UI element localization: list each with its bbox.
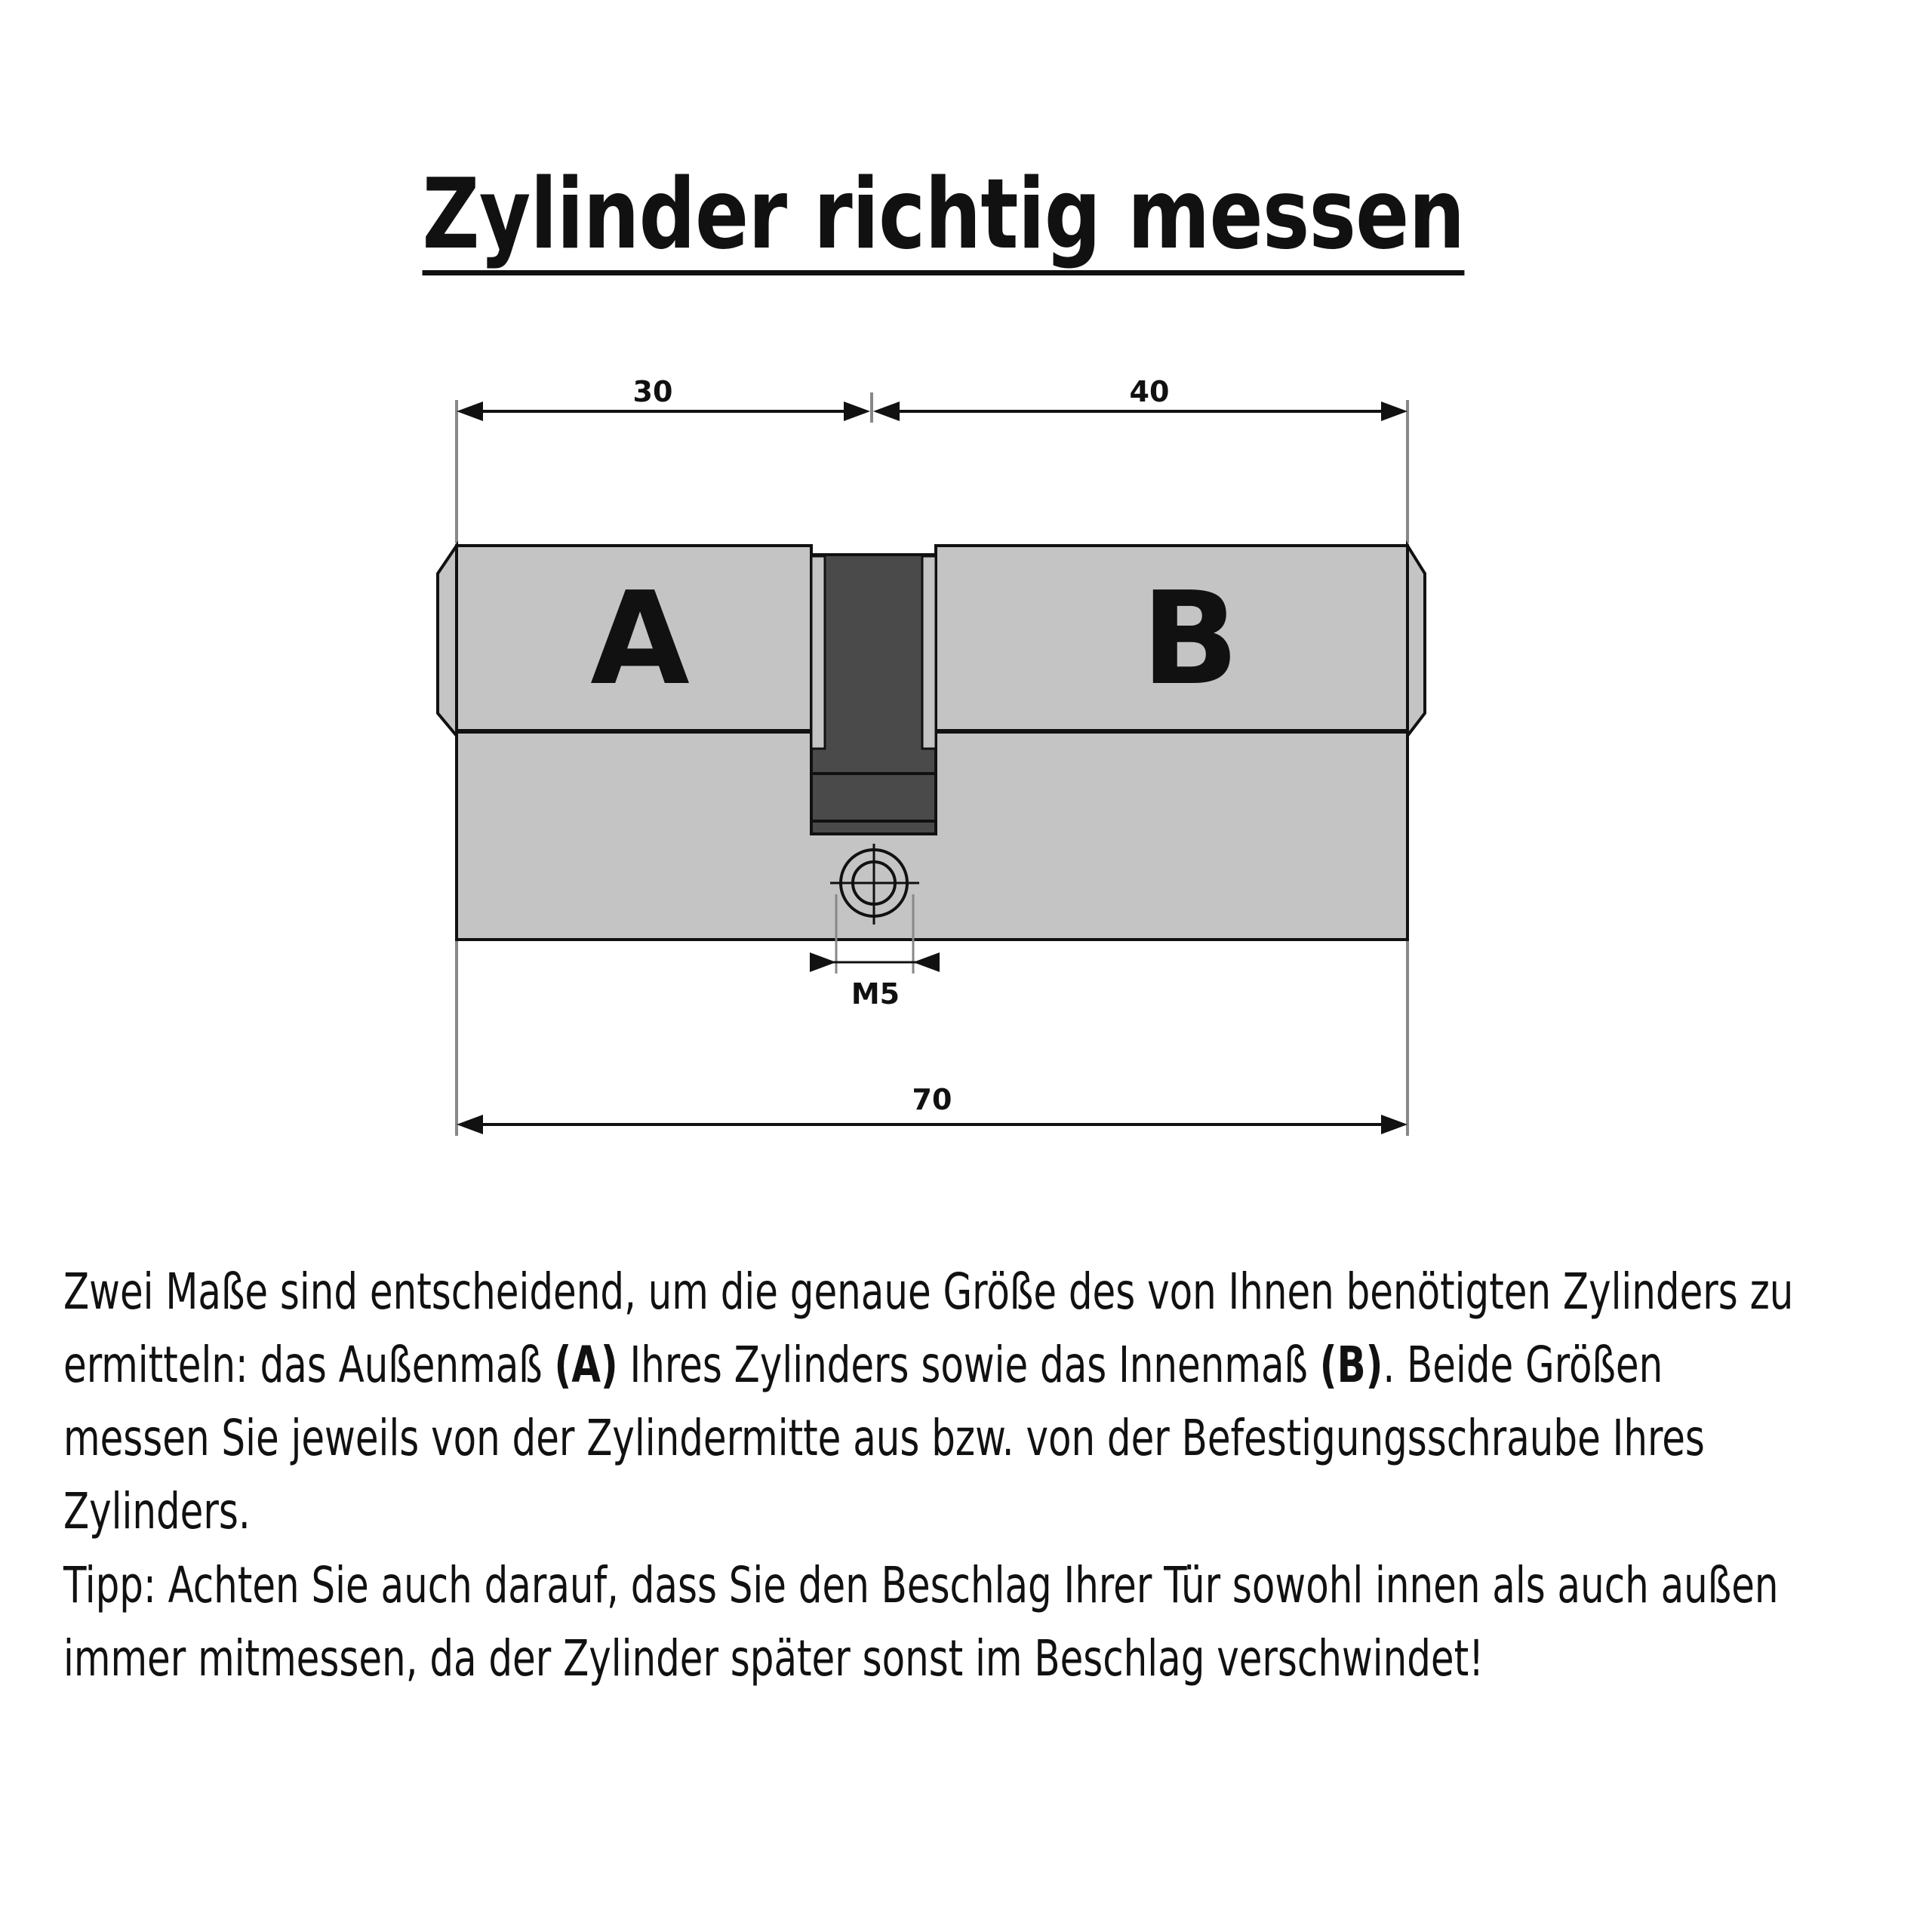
right-end-cap xyxy=(1407,546,1425,736)
cam-slot xyxy=(811,555,936,834)
arrowhead-left-start xyxy=(457,401,483,421)
arrowhead-left-end xyxy=(844,401,870,421)
dimension-total xyxy=(457,1083,1407,1134)
page-title: Zylinder richtig messen xyxy=(422,158,1465,271)
dimension-left-label: 30 xyxy=(632,375,673,408)
part-a-label: A xyxy=(590,565,690,714)
arrowhead-total-end xyxy=(1381,1115,1407,1134)
part-b-label: B xyxy=(1141,565,1239,714)
description-text-end: . Beide Größen messen Sie jeweils von der Zylindermitte aus bzw. von der Befestigungsschraube Ihres Zylinders. xyxy=(63,1336,1705,1540)
description-ref-b: (B) xyxy=(1319,1336,1383,1394)
description-text-start: Zwei Maße sind entscheidend, um die genaue Größe des von Ihnen benötigten Zylinders zu ermitteln: das Außenmaß xyxy=(63,1263,1794,1394)
arrowhead-total-start xyxy=(457,1115,483,1134)
cam xyxy=(811,555,936,834)
dimension-left xyxy=(457,375,870,421)
cam-flange-left xyxy=(811,556,825,749)
left-end-cap xyxy=(438,546,457,736)
dimension-right-label: 40 xyxy=(1129,375,1170,408)
tip-paragraph: Tipp: Achten Sie auch darauf, dass Sie den Beschlag Ihrer Tür sowohl innen als auch außen immer mitmessen, da der Zylinder später sonst im Beschlag verschwindet! xyxy=(63,1556,1779,1687)
arrowhead-screw-left xyxy=(810,952,836,972)
cam-flange-right xyxy=(922,556,936,749)
description-ref-a: (A) xyxy=(554,1336,618,1394)
dimension-screw xyxy=(810,952,940,1011)
screw-label: M5 xyxy=(851,977,900,1011)
dimension-right xyxy=(873,375,1407,421)
arrowhead-right-start xyxy=(873,401,900,421)
arrowhead-screw-right xyxy=(913,952,940,972)
dimension-total-label: 70 xyxy=(912,1083,952,1116)
description-text-middle: Ihres Zylinders sowie das Innenmaß xyxy=(617,1336,1320,1394)
description-paragraph xyxy=(63,1255,1801,1548)
arrowhead-right-end xyxy=(1381,401,1407,421)
